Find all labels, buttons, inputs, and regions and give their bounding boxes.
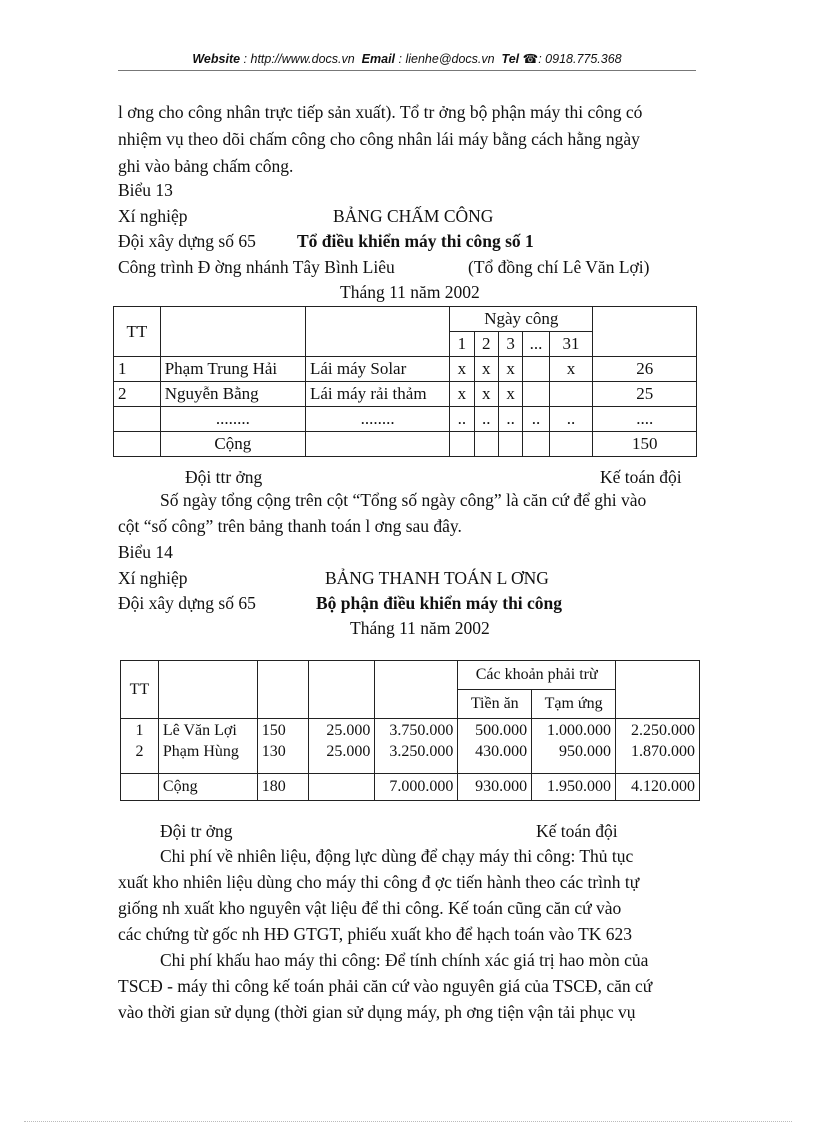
tel-label: Tel [501, 52, 520, 66]
outro-p1-line-4: các chứng từ gốc nh HĐ GTGT, phiếu xuất kho để hạch toán vào TK 623 [118, 924, 633, 944]
table-row: 2 Phạm Hùng 130 25.000 3.250.000 430.000 950.000 1.870.000 [121, 743, 700, 774]
website-label: Website [192, 52, 241, 66]
table-row: 1 Phạm Trung Hải Lái máy Solar x x x x 26 [114, 357, 697, 382]
outro-p1-line-1: Chi phí về nhiên liệu, động lực dùng để chạy máy thi công: Thủ tục [160, 846, 634, 866]
outro-p1-line-3: giống nh xuất kho nguyên vật liệu để thi công. Kế toán cũng căn cứ vào [118, 898, 622, 918]
tt-header: TT [114, 307, 161, 357]
form13-month: Tháng 11 năm 2002 [340, 282, 480, 302]
food-header: Tiền ăn [458, 690, 532, 719]
middle-line-2: cột “số công” trên bảng thanh toán l ơng sau đây. [118, 516, 462, 536]
form13-org1: Xí nghiệp [118, 206, 188, 226]
sum-label: Cộng [160, 432, 305, 457]
days-header: Ngày công [450, 307, 593, 332]
table-row: 1 Lê Văn Lợi 150 25.000 3.750.000 500.000 1.000.000 2.250.000 [121, 719, 700, 744]
table-row: 2 Nguyễn Bằng Lái máy rải thảm x x x 25 [114, 382, 697, 407]
form13-org2: Đội xây dựng số 65 [118, 231, 256, 251]
form14-title: BẢNG THANH TOÁN L ƠNG [325, 568, 549, 588]
form14-label: Biểu 14 [118, 542, 173, 562]
day-col: 1 [450, 332, 474, 357]
form13-title: BẢNG CHẤM CÔNG [333, 206, 494, 226]
form13-project: Công trình Đ ờng nhánh Tây Bình Liêu [118, 257, 395, 277]
form13-sign-left: Đội ttr ởng [185, 467, 263, 487]
form14-sign-left: Đội tr ởng [160, 821, 233, 841]
intro-line-2: nhiệm vụ theo dõi chấm công cho công nhân lái máy bằng cách hằng ngày [118, 129, 640, 149]
phone-icon: ☎ [522, 52, 539, 66]
form14-sign-right: Kế toán đội [536, 821, 618, 841]
header-divider [118, 70, 696, 71]
day-col: ... [523, 332, 549, 357]
table-header-row [114, 307, 697, 332]
attendance-table [113, 306, 697, 457]
form13-lead: (Tổ đồng chí Lê Văn Lợi) [468, 257, 650, 277]
page-header [118, 51, 696, 66]
outro-p2-line-3: vào thời gian sử dụng (thời gian sử dụng máy, ph ơng tiện vận tải phục vụ [118, 1002, 636, 1022]
sum-row [114, 432, 697, 457]
sum-total: 150 [593, 432, 697, 457]
form14-subtitle: Bộ phận điều khiển máy thi công [316, 593, 563, 613]
tt-header: TT [121, 661, 159, 719]
outro-p2-line-1: Chi phí khấu hao máy thi công: Để tính chính xác giá trị hao mòn của [160, 950, 649, 970]
intro-line-3: ghi vào bảng chấm công. [118, 156, 294, 176]
page-bottom-border [24, 1121, 792, 1122]
tel-value: : 0918.775.368 [538, 52, 622, 66]
form14-month: Tháng 11 năm 2002 [350, 618, 490, 638]
deduct-header: Các khoản phải trừ [458, 661, 616, 690]
form13-label: Biểu 13 [118, 180, 173, 200]
sum-row: Cộng 180 7.000.000 930.000 1.950.000 4.120.000 [121, 774, 700, 801]
day-col: 31 [549, 332, 593, 357]
payroll-table [120, 660, 700, 801]
form13-sign-right: Kế toán đội [600, 467, 682, 487]
advance-header: Tạm ứng [532, 690, 616, 719]
form13-subtitle: Tổ điều khiển máy thi công số 1 [297, 231, 534, 251]
outro-p1-line-2: xuất kho nhiên liệu dùng cho máy thi công đ ợc tiến hành theo các trình tự [118, 872, 640, 892]
website-value: : http://www.docs.vn [243, 52, 355, 66]
sum-label: Cộng [158, 774, 257, 801]
middle-line-1: Số ngày tổng cộng trên cột “Tổng số ngày công” là căn cứ để ghi vào [160, 490, 647, 510]
email-label: Email [361, 52, 396, 66]
intro-line-1: l ơng cho công nhân trực tiếp sản xuất). Tổ tr ởng bộ phận máy thi công có [118, 102, 643, 122]
form14-org2: Đội xây dựng số 65 [118, 593, 256, 613]
form14-org1: Xí nghiệp [118, 568, 188, 588]
outro-p2-line-2: TSCĐ - máy thi công kế toán phải căn cứ vào nguyên giá của TSCĐ, căn cứ [118, 976, 653, 996]
day-col: 2 [474, 332, 498, 357]
email-value: : lienhe@docs.vn [398, 52, 495, 66]
day-col: 3 [498, 332, 522, 357]
table-header-row [121, 661, 700, 690]
table-row: ........ ........ .. .. .. .. .. .... [114, 407, 697, 432]
